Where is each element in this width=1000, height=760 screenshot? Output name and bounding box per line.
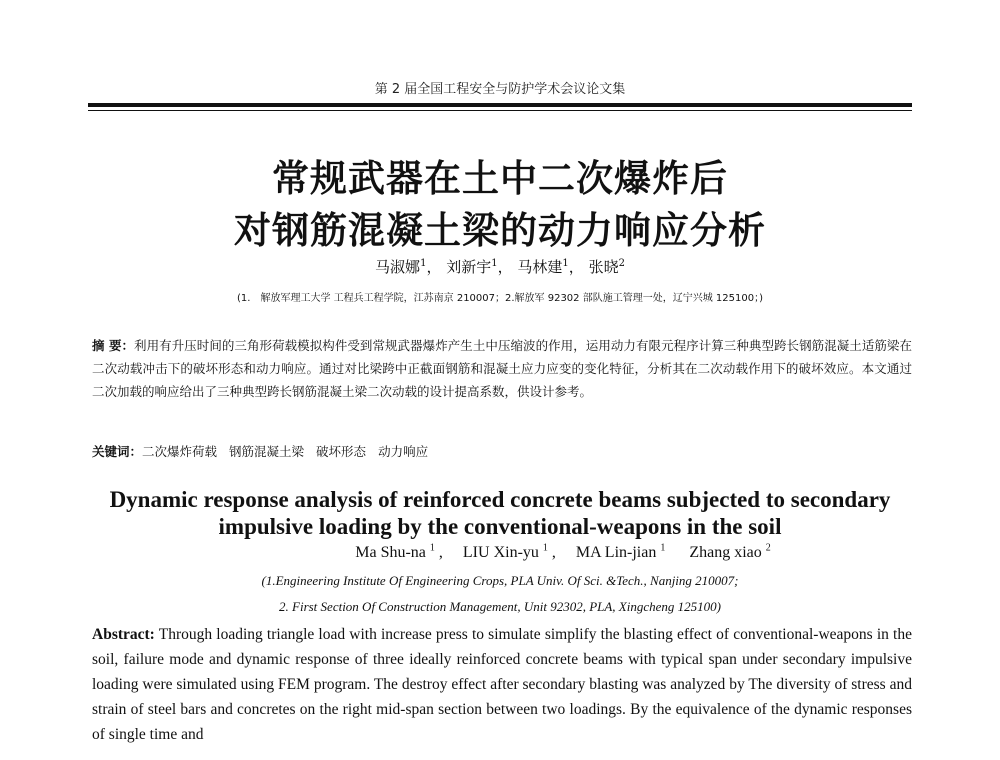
cn-author: 刘新宇 xyxy=(446,258,492,276)
cn-keyword: 钢筋混凝土梁 xyxy=(229,444,305,459)
cn-keyword: 二次爆炸荷载 xyxy=(142,444,218,459)
cn-author-affil-mark: 1 xyxy=(562,258,569,269)
cn-title-line2: 对钢筋混凝土梁的动力响应分析 xyxy=(234,209,766,252)
cn-author: 张晓 xyxy=(588,258,619,276)
cn-author-affil-mark: 1 xyxy=(420,258,427,269)
en-title-line2: impulsive loading by the conventional-weapons in the soil xyxy=(218,514,782,539)
en-abstract xyxy=(92,622,912,747)
en-abstract-text: Through loading triangle load with increase press to simulate simplify the blasting effect of conventional-weapons in the soil, failure mode and dynamic response of three ideally reinforced concrete beams with typical span under secondary impulsive loading were simulated using FEM program. The destroy effect after secondary blasting was analyzed by The diversity of stress and strain of steel bars and concretes on the right mid-span section between two loadings. By the equivalence of the dynamic responses of single time and xyxy=(92,626,912,743)
en-abstract-label: Abstract: xyxy=(92,626,155,643)
en-author xyxy=(685,544,778,561)
cn-abstract-text: 利用有升压时间的三角形荷载模拟构件受到常规武器爆炸产生土中压缩波的作用，运用动力有限元程序计算三种典型跨长钢筋混凝土适筋梁在二次动载冲击下的破坏形态和动力响应。通过对比梁跨中正截面钢筋和混凝土应力应变的变化特征，分析其在二次动载作用下的破坏效应。本文通过二次加载的响应给出了三种典型跨长钢筋混凝土梁二次动载的设计提高系数，供设计参考。 xyxy=(92,338,912,399)
cn-keywords-label: 关键词： xyxy=(92,444,143,459)
cn-affiliation: (1. 解放军理工大学 工程兵工程学院，江苏南京 210007；2.解放军 92302 部队施工管理一处，辽宁兴城 125100；) xyxy=(237,293,763,304)
cn-abstract xyxy=(92,334,912,403)
cn-author-affil-mark: 1 xyxy=(491,258,498,269)
en-author-sep: , xyxy=(551,544,556,562)
cn-keyword: 破坏形态 xyxy=(316,444,367,459)
en-author-name: Zhang xiao xyxy=(689,544,762,562)
en-title-line1: Dynamic response analysis of reinforced concrete beams subjected to secondary xyxy=(109,487,891,512)
en-affiliation-line2: 2. First Section Of Construction Management, Unit 92302, PLA, Xingcheng 125100) xyxy=(279,599,721,614)
en-author-affil-mark: 1 xyxy=(429,543,435,554)
en-author-name: MA Lin-jian xyxy=(575,544,657,562)
en-affiliation-line1: (1.Engineering Institute Of Engineering Crops, PLA Univ. Of Sci. &Tech., Nanjing 210007; xyxy=(261,573,739,588)
en-author-affil-mark: 1 xyxy=(542,543,548,554)
en-author xyxy=(351,544,447,561)
cn-keywords xyxy=(92,442,912,460)
en-author xyxy=(572,544,673,561)
cn-abstract-label: 摘 要： xyxy=(92,338,135,353)
running-header: 第 2 届全国工程安全与防护学术会议论文集 xyxy=(374,82,626,97)
en-author-name: LIU Xin-yu xyxy=(462,544,539,562)
en-author-name: Ma Shu-na xyxy=(355,544,426,562)
en-author xyxy=(459,544,560,561)
en-author-list xyxy=(0,543,1000,562)
cn-title-line1: 常规武器在土中二次爆炸后 xyxy=(272,157,728,200)
cn-author: 马林建 xyxy=(517,258,563,276)
en-author-sep: , xyxy=(438,544,443,562)
en-author-affil-mark: 1 xyxy=(660,543,666,554)
header-rule-thin xyxy=(88,110,912,111)
cn-author-affil-mark: 2 xyxy=(618,258,625,269)
header-rule-thick xyxy=(88,103,912,107)
cn-keyword: 动力响应 xyxy=(378,444,429,459)
en-author-affil-mark: 2 xyxy=(765,543,771,554)
cn-author-list: 马淑娜$^1$， 刘新宇$^1$， 马林建$^1$， 张晓$^2$ xyxy=(375,258,625,276)
cn-author: 马淑娜 xyxy=(375,258,421,276)
